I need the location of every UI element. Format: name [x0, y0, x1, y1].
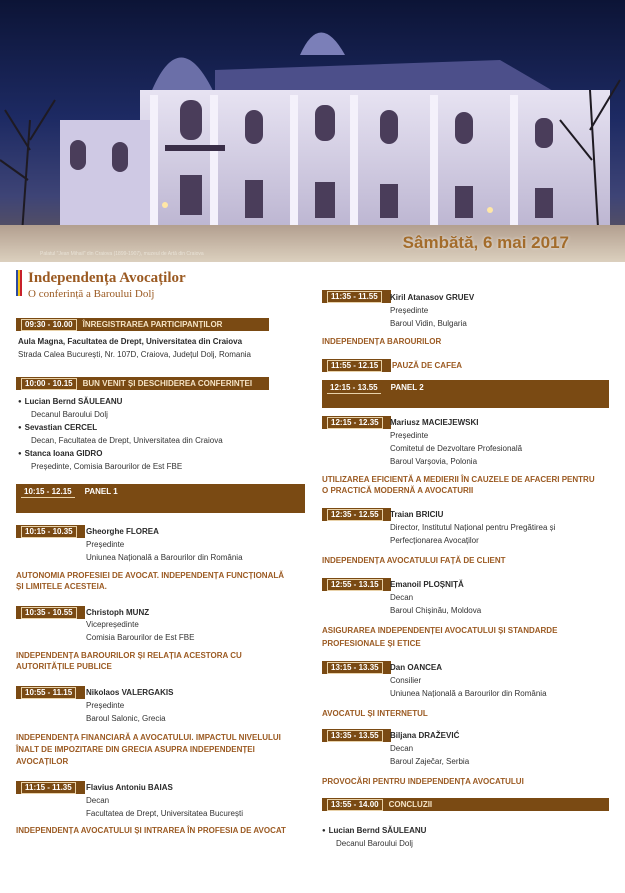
speaker-name: Dan OANCEA	[390, 663, 443, 672]
session-label: ÎNREGISTRAREA PARTICIPANȚILOR	[82, 320, 223, 329]
speaker-name: Emanoil PLOȘNIȚĂ	[390, 580, 464, 589]
speaker-name: ● Lucian Bernd SĂULEANU	[18, 397, 122, 408]
talk-topic: PROVOCĂRI PENTRU INDEPENDENȚA AVOCATULUI	[322, 777, 524, 786]
session-time: 09:30 - 10.00	[21, 319, 77, 331]
speaker-name: Flavius Antoniu BAIAS	[86, 783, 173, 792]
talk-time: 12:55 - 13.15	[322, 578, 391, 591]
talk-topic: INDEPENDENȚA AVOCATULUI ȘI INTRAREA ÎN PROFESIA DE AVOCAT	[16, 826, 286, 835]
speaker-affiliation: Comitetul de Dezvoltare Profesională	[390, 444, 523, 453]
talk-topic: AVOCAȚILOR	[16, 757, 69, 766]
talk-time: 12:35 - 12.55	[322, 508, 391, 521]
panel-time: 10:15 - 12.15	[21, 487, 75, 498]
venue-line-2: Strada Calea București, Nr. 107D, Craiova, Județul Dolj, Romania	[18, 350, 251, 359]
session-conclusions	[322, 798, 609, 811]
speaker-name: Gheorghe FLOREA	[86, 527, 159, 536]
speaker-role: Președinte	[390, 431, 429, 440]
talk-topic: UTILIZAREA EFICIENTĂ A MEDIERII ÎN CAUZELE DE AFACERI PENTRU	[322, 475, 595, 484]
speaker-affiliation: Perfecționarea Avocaților	[390, 536, 479, 545]
speaker-role: Decan	[390, 744, 414, 753]
speaker-role: Decanul Baroului Dolj	[31, 410, 108, 419]
speaker-affiliation: Comisia Barourilor de Est FBE	[86, 633, 195, 642]
talk-time: 13:35 - 13.55	[322, 729, 391, 742]
session-welcome	[16, 377, 269, 390]
speaker-role: Președinte	[86, 701, 125, 710]
talk-topic: INDEPENDENȚA BAROURILOR ȘI RELAȚIA ACESTORA CU	[16, 651, 242, 660]
talk-topic: INDEPENDENȚA AVOCATULUI FAȚĂ DE CLIENT	[322, 556, 506, 565]
panel-label: PANEL 1	[84, 487, 118, 496]
hero-photo	[0, 0, 625, 262]
speaker-affiliation: Uniunea Națională a Barourilor din România	[390, 689, 547, 698]
photo-caption: Palatul "Jean Mihail" din Craiova (1899-1907), muzeul de Artă din Craiova	[40, 251, 204, 257]
panel-label: PANEL 2	[390, 383, 424, 392]
session-time: 13:55 - 14.00	[327, 799, 383, 811]
speaker-name: Biljana DRAŽEVIĆ	[390, 731, 460, 740]
speaker-name: Mariusz MACIEJEWSKI	[390, 418, 479, 427]
speaker-affiliation: Baroul Zaječar, Serbia	[390, 757, 470, 766]
talk-time: 10:55 - 11.15	[16, 686, 85, 699]
page-title: Independența Avocaților	[28, 270, 186, 286]
speaker-affiliation: Baroul Chișinău, Moldova	[390, 606, 482, 615]
session-label: BUN VENIT ȘI DESCHIDEREA CONFERINȚEI	[82, 379, 253, 388]
speaker-affiliation: Facultatea de Drept, Universitatea București	[86, 809, 243, 818]
speaker-name: Traian BRICIU	[390, 510, 444, 519]
speaker-name: Christoph MUNZ	[86, 608, 150, 617]
speaker-affiliation: Baroul Varșovia, Polonia	[390, 457, 478, 466]
speaker-role: Decan	[390, 593, 414, 602]
talk-time: 12:15 - 12.35	[322, 416, 391, 429]
speaker-role: Președinte, Comisia Barourilor de Est FBE	[31, 462, 183, 471]
speaker-role: Consilier	[390, 676, 422, 685]
speaker-role: Decan, Facultatea de Drept, Universitatea din Craiova	[31, 436, 223, 445]
romanian-flag-bar	[16, 270, 22, 296]
speaker-role: Vicepreședinte	[86, 620, 139, 629]
talk-time: 11:15 - 11.35	[16, 781, 85, 794]
venue-line-1: Aula Magna, Facultatea de Drept, Universitatea din Craiova	[18, 337, 243, 346]
speaker-affiliation: Baroul Salonic, Grecia	[86, 714, 166, 723]
palace-illustration	[0, 0, 625, 262]
talk-time: 10:15 - 10.35	[16, 525, 85, 538]
speaker-name: ● Lucian Bernd SĂULEANU	[322, 826, 426, 837]
break-time: 11:55 - 12.15	[322, 359, 391, 372]
speaker-name: ● Stanca Ioana GIDRO	[18, 449, 102, 460]
break-label: PAUZĂ DE CAFEA	[392, 361, 463, 370]
panel-1-header	[16, 484, 305, 513]
talk-topic: INDEPENDENȚA BAROURILOR	[322, 337, 442, 346]
panel-2-header	[322, 380, 609, 408]
speaker-role: Decanul Baroului Dolj	[336, 839, 413, 848]
talk-topic: AUTORITĂȚILE PUBLICE	[16, 662, 112, 671]
talk-time: 10:35 - 10.55	[16, 606, 85, 619]
panel-time: 12:15 - 13.55	[327, 383, 381, 394]
speaker-name: Kiril Atanasov GRUEV	[390, 293, 475, 302]
page-subtitle: O conferință a Baroului Dolj	[28, 288, 155, 300]
session-registration	[16, 318, 269, 331]
talk-topic: ÎNALT DE IMPOZITARE DIN GRECIA ASUPRA INDEPENDENȚEI	[16, 745, 255, 754]
talk-topic: ASIGURAREA INDEPENDENȚEI AVOCATULUI ȘI STANDARDE	[322, 626, 558, 635]
speaker-affiliation: Uniunea Națională a Barourilor din România	[86, 553, 243, 562]
speaker-name: Nikolaos VALERGAKIS	[86, 688, 174, 697]
speaker-role: Președinte	[86, 540, 125, 549]
talk-topic: AVOCATUL ȘI INTERNETUL	[322, 709, 428, 718]
talk-topic: O PRACTICĂ MODERNĂ A AVOCATURII	[322, 486, 474, 495]
speaker-name: ● Sevastian CERCEL	[18, 423, 97, 434]
talk-time: 11:35 - 11.55	[322, 290, 391, 303]
speaker-role: Președinte	[390, 306, 429, 315]
talk-topic: INDEPENDENȚA FINANCIARĂ A AVOCATULUI. IMPACTUL NIVELULUI	[16, 733, 281, 742]
speaker-role: Decan	[86, 796, 110, 805]
talk-topic: AUTONOMIA PROFESIEI DE AVOCAT. INDEPENDENȚA FUNCȚIONALĂ	[16, 571, 285, 580]
talk-topic: ȘI LIMITELE ACESTEIA.	[16, 582, 107, 591]
speaker-role: Director, Institutul Național pentru Pregătirea și	[390, 523, 556, 532]
speaker-affiliation: Baroul Vidin, Bulgaria	[390, 319, 467, 328]
talk-topic: PROFESIONALE ȘI ETICE	[322, 639, 421, 648]
event-date: Sâmbătă, 6 mai 2017	[402, 233, 569, 252]
session-label: CONCLUZII	[388, 800, 433, 809]
talk-time: 13:15 - 13.35	[322, 661, 391, 674]
session-time: 10:00 - 10.15	[21, 378, 77, 390]
